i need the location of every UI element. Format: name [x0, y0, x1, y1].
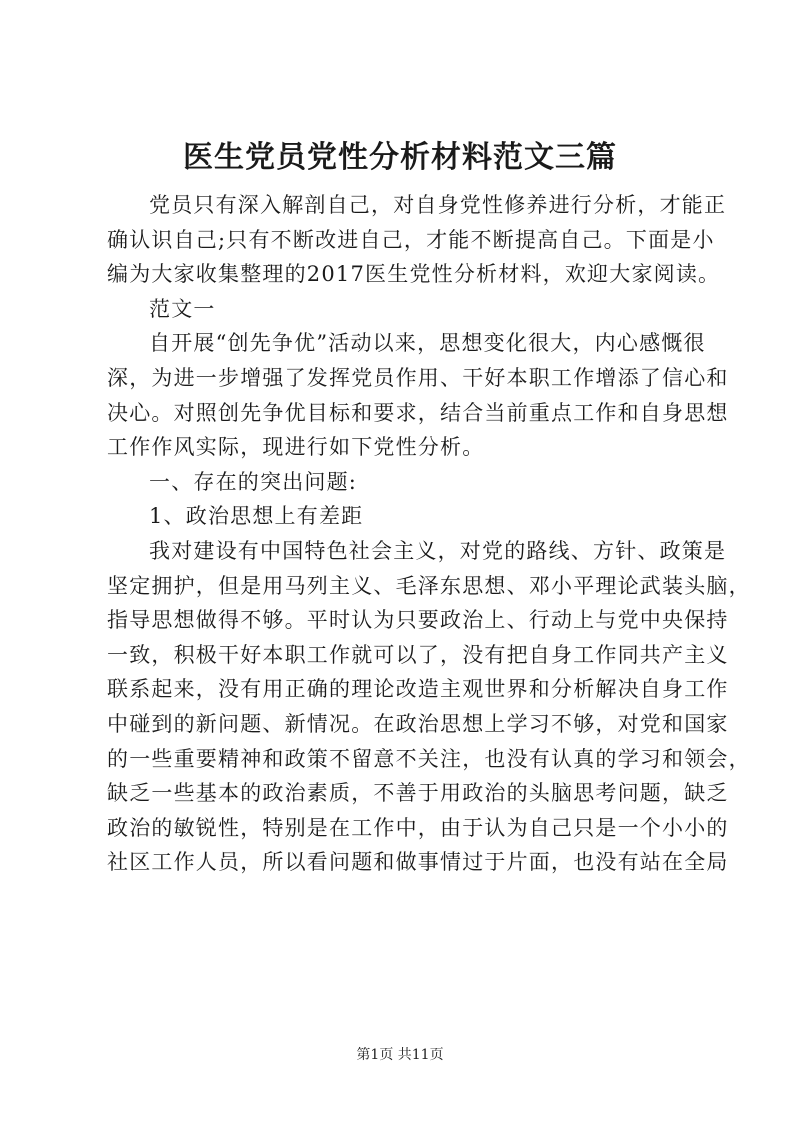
- paragraph-line: 的一些重要精神和政策不留意不关注，也没有认真的学习和领会，: [107, 746, 751, 771]
- subsection-heading: 1、政治思想上有差距: [149, 504, 364, 529]
- section-heading: 范文一: [149, 296, 216, 321]
- paragraph-line: 我对建设有中国特色社会主义，对党的路线、方针、政策是: [149, 538, 727, 563]
- paragraph-line: 自开展“创先争优”活动以来，思想变化很大，内心感慨很: [149, 331, 706, 356]
- paragraph-line: 坚定拥护，但是用马列主义、毛泽东思想、邓小平理论武装头脑，: [107, 573, 751, 598]
- paragraph-line: 社区工作人员，所以看问题和做事情过于片面，也没有站在全局: [107, 850, 729, 875]
- paragraph-line: 党员只有深入解剖自己，对自身党性修养进行分析，才能正: [149, 193, 727, 217]
- paragraph-line: 政治的敏锐性，特别是在工作中，由于认为自己只是一个小小的: [107, 815, 729, 840]
- paragraph-line: 确认识自己;只有不断改进自己，才能不断提高自己。下面是小: [107, 227, 715, 252]
- document-title: 医生党员党性分析材料范文三篇: [183, 140, 617, 175]
- paragraph-line: 工作作风实际，现进行如下党性分析。: [107, 435, 485, 460]
- section-heading: 一、存在的突出问题:: [149, 469, 358, 494]
- paragraph-line: 缺乏一些基本的政治素质，不善于用政治的头脑思考问题，缺乏: [107, 781, 729, 806]
- paragraph-line: 编为大家收集整理的2017医生党性分析材料，欢迎大家阅读。: [107, 262, 721, 287]
- paragraph-line: 联系起来，没有用正确的理论改造主观世界和分析解决自身工作: [107, 677, 729, 702]
- paragraph-line: 深，为进一步增强了发挥党员作用、干好本职工作增添了信心和: [107, 365, 729, 390]
- paragraph-line: 一致，积极干好本职工作就可以了，没有把自身工作同共产主义: [107, 642, 729, 667]
- document-body: [107, 188, 751, 880]
- paragraph-line: 中碰到的新问题、新情况。在政治思想上学习不够，对党和国家: [107, 711, 729, 736]
- page-footer: 第1页 共11页: [356, 1047, 444, 1063]
- paragraph-line: 指导思想做得不够。平时认为只要政治上、行动上与党中央保持: [107, 608, 729, 633]
- paragraph-line: 决心。对照创先争优目标和要求，结合当前重点工作和自身思想: [107, 400, 729, 425]
